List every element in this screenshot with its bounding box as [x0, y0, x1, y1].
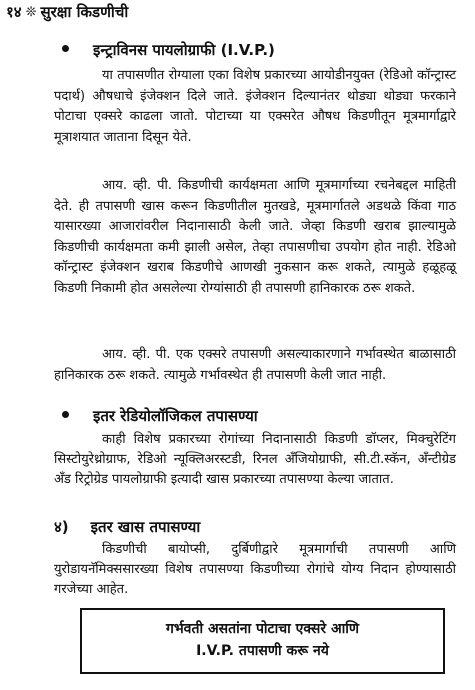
section-heading-ivp — [62, 40, 275, 60]
heading-text: इतर खास तपासण्या — [90, 518, 201, 536]
ivp-paragraph-2: आय. व्ही. पी. किडणीची कार्यक्षमता आणि मूत्रमार्गाच्या रचनेबद्दल माहिती देते. ही तपासणी खास करून किडणीतील मुतखडे, मूत्रमार्गातले अडथळे किंवा गाठ यासारख्या आजारांवरील निदानासाठी केली जाते. जेव्हा किडणी खराब झाल्यामुळे किडणीची कार्यक्षमता कमी झाली असेल, तेव्हा तपासणीचा उपयोग होत नाही. रेडिओ कॉन्ट्रास्ट इंजेक्शन खराब किडणीचे आणखी नुकसान करू शकते, त्यामुळे हळूहळू किडणी निकामी होत असलेल्या रोग्यांसाठी ही तपासणी हानिकारक ठरू शकते. — [54, 178, 456, 296]
bullet-icon — [62, 45, 69, 52]
section-heading-radiology — [62, 406, 258, 426]
bullet-icon — [62, 411, 69, 418]
ivp-paragraph-1: या तपासणीत रोग्याला एका विशेष प्रकारच्या आयोडीनयुक्त (रेडिओ कॉन्ट्रास्ट पदार्थ) औषधाचे इंजेक्शन दिले जाते. इंजेक्शन दिल्यानंतर थोड्या थोड्या फरकाने पोटाचा एक्सरे काढला जातो. पोटाच्या या एक्सरेत औषध किडणीतून मूत्रमार्गाद्वारे मूत्राशयात जाताना दिसून येते. — [54, 68, 456, 145]
page-number: १४ — [6, 3, 22, 21]
running-header — [6, 2, 128, 22]
warning-line-2: I.V.P. तपासणी करू नये — [196, 643, 329, 659]
warning-line-1: गर्भवती असतांना पोटाचा एक्सरे आणि — [165, 621, 360, 637]
radiology-paragraph: काही विशेष प्रकारच्या रोगांच्या निदानासाठी किडणी डॉप्लर, मिक्चुरेटिंग सिस्टोयुरेथ्रोग्राफ, रेडिओ न्यूक्लिअरस्टडी, रिनल अँजियोग्राफी, सी.टी.स्कॅन, अँन्टीग्रेड अँड रिट्रोग्रेड पायलोग्राफी इत्यादी खास प्रकारच्या तपासण्या केल्या जातात. — [54, 432, 456, 487]
section-heading-special — [54, 517, 200, 537]
heading-text: इन्ट्राविनस पायलोग्राफी (I.V.P.) — [93, 41, 275, 59]
special-paragraph: किडणीची बायोप्सी, दुर्बिणीद्वारे मूत्रमार्गाची तपासणी आणि युरोडायनॅमिक्ससारख्या विशेष तपासण्या किडणीच्या रोगांचे योग्य निदान होण्यासाठी गरजेच्या आहेत. — [54, 542, 456, 597]
warning-box — [80, 608, 445, 674]
header-separator-icon: ❊ — [25, 4, 37, 20]
heading-text: इतर रेडियोलॉजिकल तपासण्या — [93, 407, 258, 425]
section-number: ४) — [54, 518, 69, 536]
running-title: सुरक्षा किडणीची — [40, 3, 129, 21]
ivp-paragraph-3: आय. व्ही. पी. एक एक्सरे तपासणी असल्याकारणाने गर्भावस्थेत बाळासाठी हानिकारक ठरू शकते. त्यामुळे गर्भावस्थेत ही तपासणी केली जात नाही. — [54, 347, 456, 383]
